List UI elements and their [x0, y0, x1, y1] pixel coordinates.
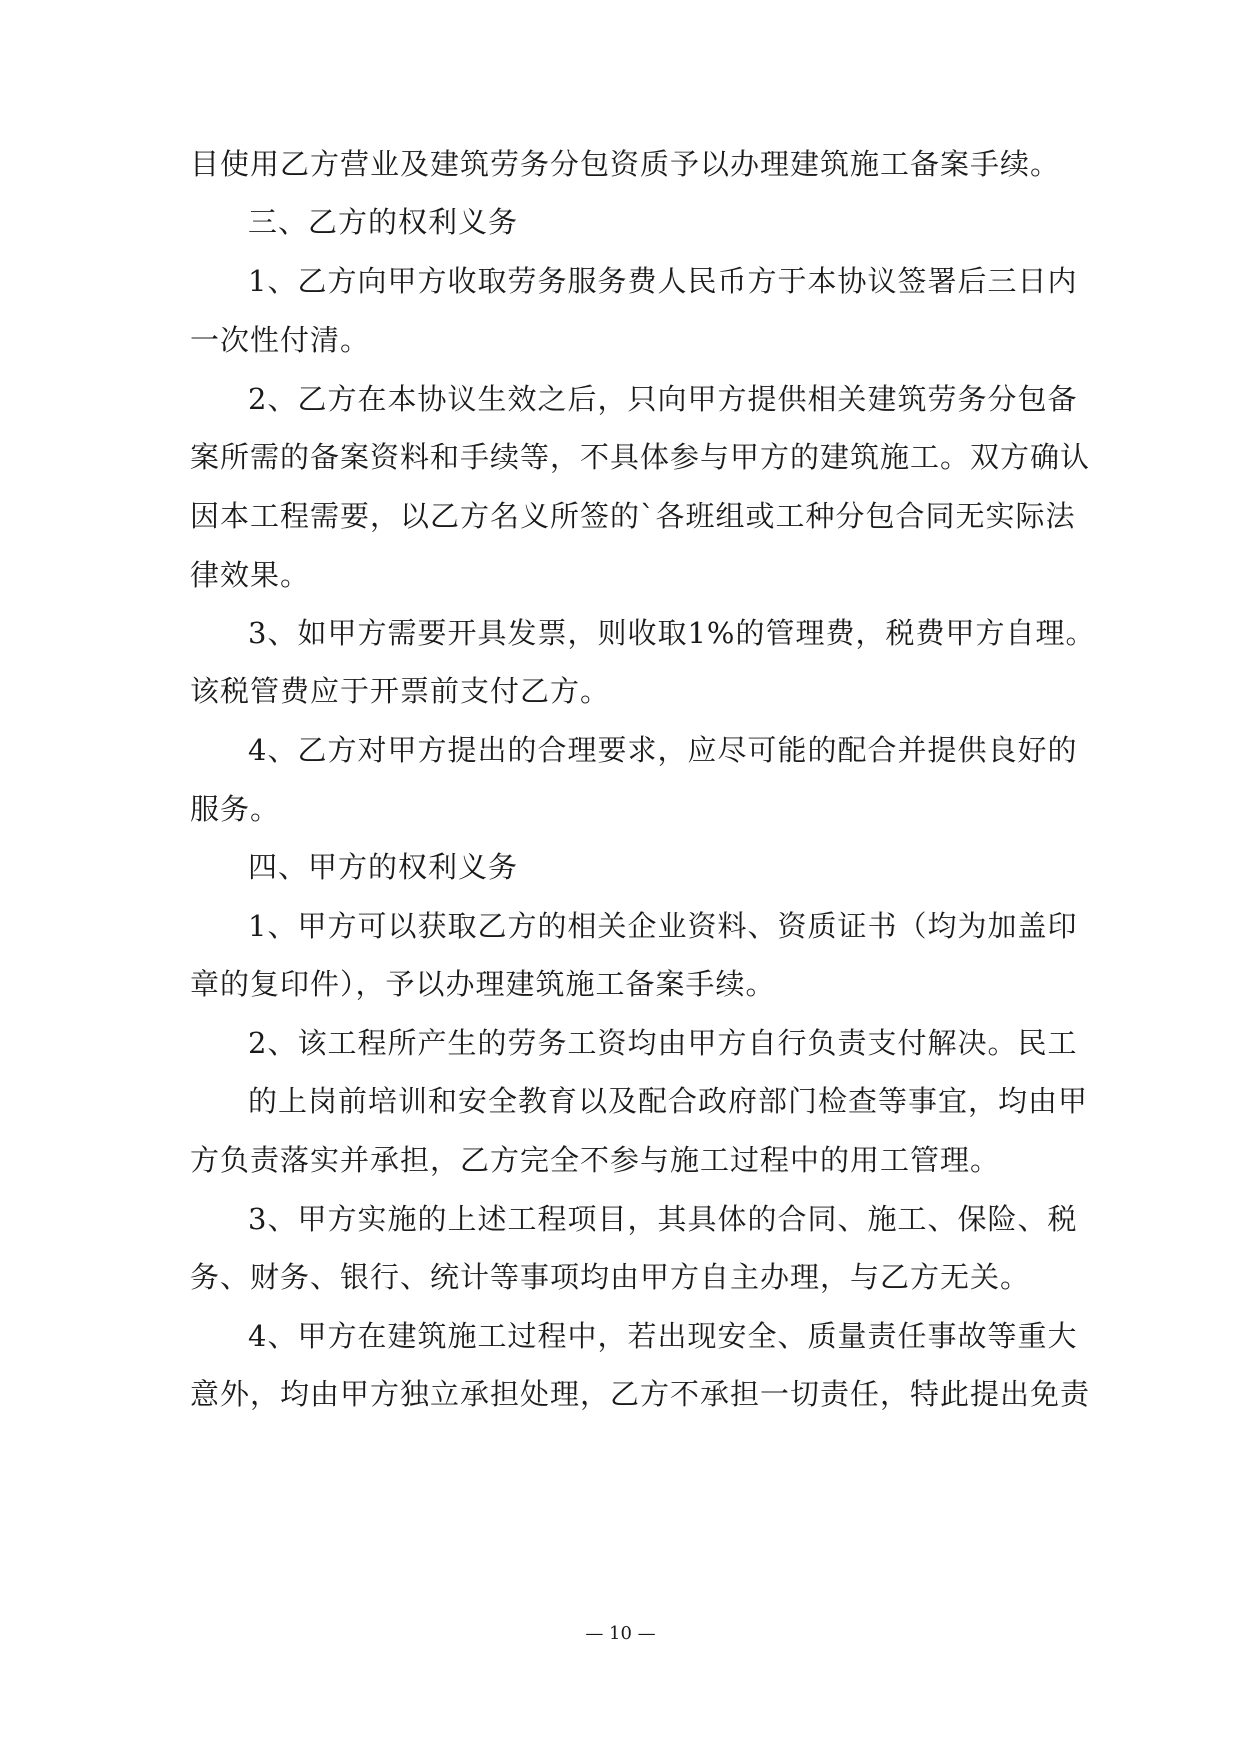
text-line: 该税管费应于开票前支付乙方。 — [190, 674, 611, 708]
text-line: 的上岗前培训和安全教育以及配合政府部门检查等事宜，均由甲 — [248, 1084, 1089, 1118]
text-line: 2、该工程所产生的劳务工资均由甲方自行负责支付解决。民工 — [248, 1026, 1078, 1060]
text-line: 3、如甲方需要开具发票，则收取1%的管理费，税费甲方自理。 — [248, 616, 1096, 650]
text-line: 目使用乙方营业及建筑劳务分包资质予以办理建筑施工备案手续。 — [190, 147, 1061, 181]
text-line: 律效果。 — [190, 558, 311, 592]
text-line: 方负责落实并承担，乙方完全不参与施工过程中的用工管理。 — [190, 1143, 1001, 1177]
text-line: 1、甲方可以获取乙方的相关企业资料、资质证书（均为加盖印 — [248, 909, 1078, 943]
text-line: 服务。 — [190, 792, 281, 826]
text-line: 4、甲方在建筑施工过程中，若出现安全、质量责任事故等重大 — [248, 1319, 1078, 1353]
text-line: 2、乙方在本协议生效之后，只向甲方提供相关建筑劳务分包备 — [248, 382, 1078, 416]
text-line: 3、甲方实施的上述工程项目，其具体的合同、施工、保险、税 — [248, 1202, 1078, 1236]
text-line: 1、乙方向甲方收取劳务服务费人民币方于本协议签署后三日内 — [248, 264, 1078, 298]
page-number: — 10 — — [585, 1623, 656, 1644]
text-line: 因本工程需要，以乙方名义所签的`各班组或工种分包合同无实际法 — [190, 499, 1076, 533]
text-line: 一次性付清。 — [190, 323, 371, 357]
text-line: 意外，均由甲方独立承担处理，乙方不承担一切责任，特此提出免责 — [190, 1377, 1091, 1411]
text-line: 4、乙方对甲方提出的合理要求，应尽可能的配合并提供良好的 — [248, 733, 1078, 767]
text-line: 案所需的备案资料和手续等，不具体参与甲方的建筑施工。双方确认 — [190, 440, 1091, 474]
section-heading: 四、甲方的权利义务 — [248, 850, 519, 884]
text-line: 务、财务、银行、统计等事项均由甲方自主办理，与乙方无关。 — [190, 1260, 1031, 1294]
section-heading: 三、乙方的权利义务 — [248, 205, 519, 239]
text-line: 章的复印件），予以办理建筑施工备案手续。 — [190, 967, 776, 1001]
